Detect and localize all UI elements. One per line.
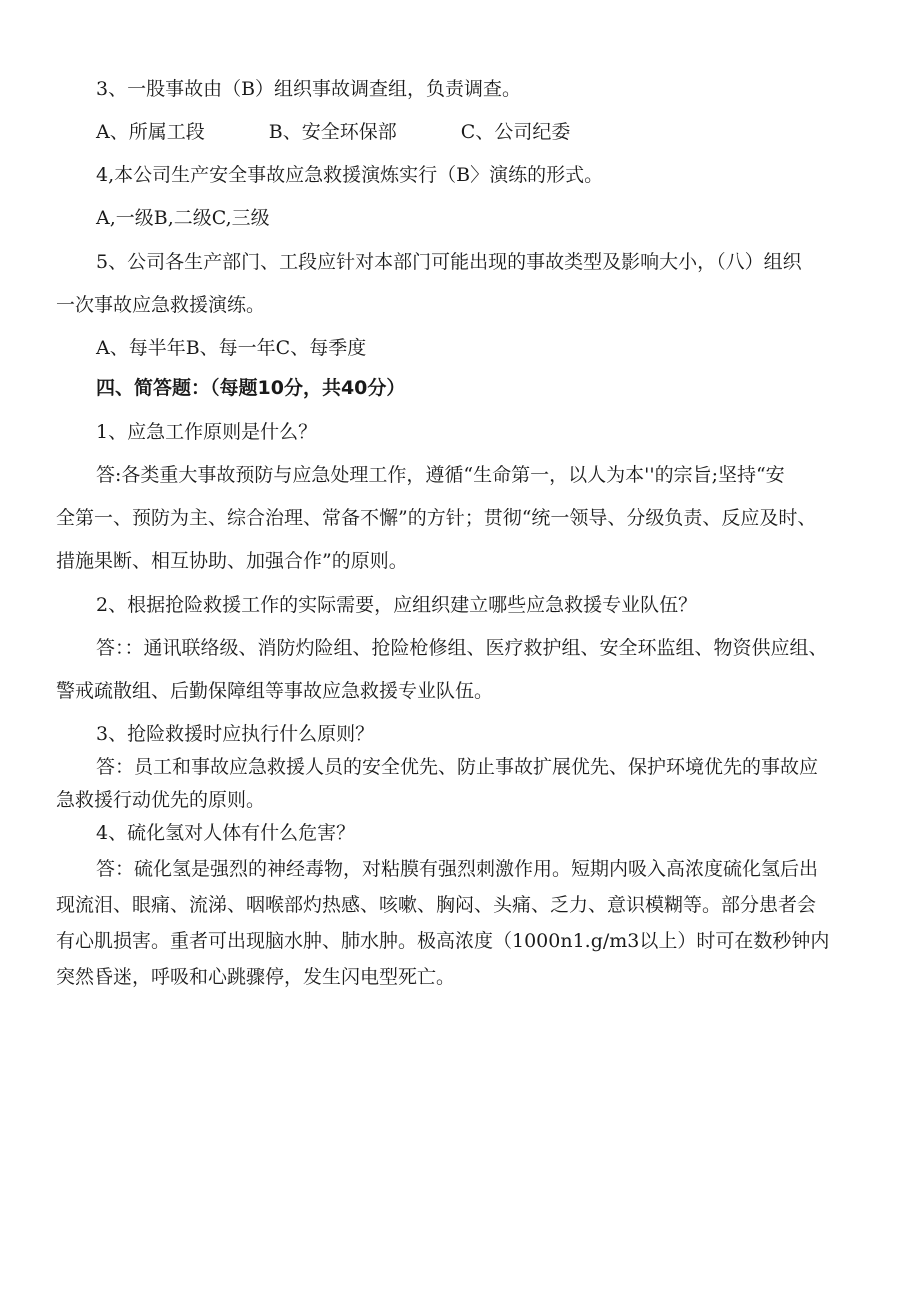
option-a: A、所属工段: [96, 121, 205, 143]
short-answer-3-answer-line-2: 急救援行动优先的原则。: [56, 789, 266, 811]
short-answer-1-answer-line-3: 措施果断、相互协助、加强合作”的原则。: [56, 550, 408, 572]
question-5-options: A、每半年B、每一年C、每季度: [96, 337, 367, 359]
short-answer-4-answer-line-4: 突然昏迷，呼吸和心跳骤停，发生闪电型死亡。: [56, 966, 456, 988]
short-answer-1-question: 1、应急工作原则是什么？: [96, 421, 318, 443]
short-answer-2-answer-line-1: 答：：通讯联络级、消防灼险组、抢险枪修组、医疗救护组、安全环监组、物资供应组、: [96, 637, 828, 659]
question-4: 4,本公司生产安全事故应急救援演炼实行（B〉演练的形式。: [96, 164, 604, 186]
option-c: C、公司纪委: [460, 121, 571, 143]
section-title: 四、简答题：（每题10分，共40分）: [96, 377, 406, 399]
short-answer-2-answer-line-2: 警戒疏散组、后勤保障组等事故应急救援专业队伍。: [56, 680, 494, 702]
short-answer-3-answer-line-1: 答：员工和事故应急救援人员的安全优先、防止事故扩展优先、保护环境优先的事故应: [96, 756, 819, 778]
question-4-options: A,一级B,二级C,三级: [96, 207, 270, 229]
short-answer-4-answer-line-1: 答：硫化氢是强烈的神经毒物，对粘膜有强烈刺激作用。短期内吸入高浓度硫化氢后出: [96, 858, 819, 880]
question-5-line-1: 5、公司各生产部门、工段应针对本部门可能出现的事故类型及影响大小，（八）组织: [96, 251, 802, 273]
question-5-line-2: 一次事故应急救援演练。: [56, 294, 266, 316]
short-answer-2-question: 2、根据抢险救援工作的实际需要，应组织建立哪些应急救援专业队伍？: [96, 594, 698, 616]
short-answer-4-answer-line-2: 现流泪、眼痛、流涕、咽喉部灼热感、咳嗽、胸闷、头痛、乏力、意识模糊等。部分患者会: [56, 894, 817, 916]
option-b: B、安全环保部: [268, 121, 397, 143]
question-3: 3、一股事故由（B）组织事故调查组，负责调查。: [96, 78, 522, 100]
short-answer-1-answer-line-1: 答:各类重大事故预防与应急处理工作，遵循“生命第一，以人为本''的宗旨;坚持“安: [96, 464, 785, 486]
short-answer-4-answer-line-3: 有心肌损害。重者可出现脑水肿、肺水肿。极高浓度（1000n1.g/m3以上）时可在数秒钟内: [56, 930, 830, 952]
short-answer-4-question: 4、硫化氢对人体有什么危害？: [96, 822, 356, 844]
short-answer-3-question: 3、抢险救援时应执行什么原则？: [96, 723, 375, 745]
short-answer-1-answer-line-2: 全第一、预防为主、综合治理、常备不懈”的方针；贯彻“统一领导、分级负责、反应及时、: [56, 507, 817, 529]
question-3-options: [96, 111, 628, 154]
